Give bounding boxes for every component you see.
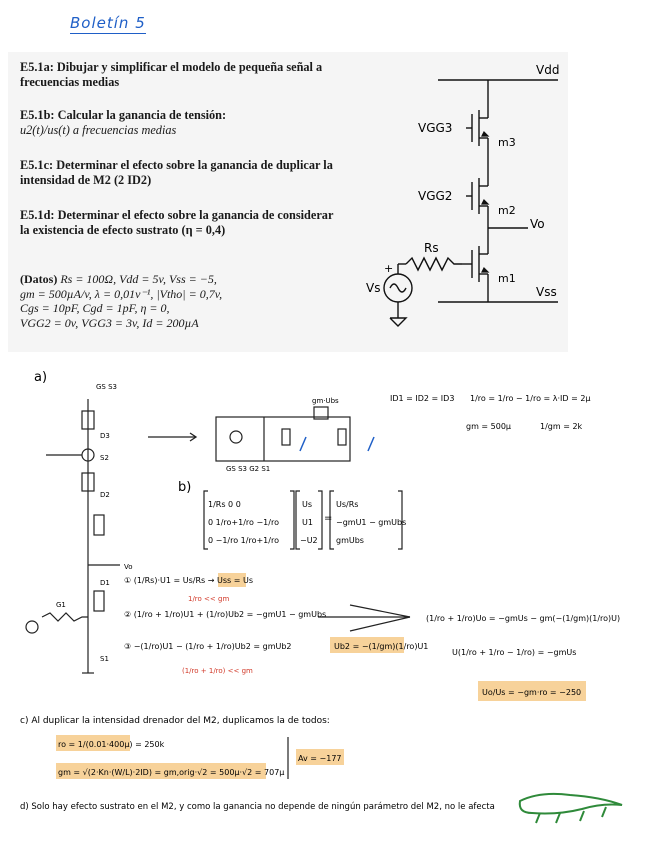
gm-value: gm = 500µ (466, 422, 512, 431)
part-c-result: Av = −177 (298, 754, 342, 763)
rhs-row-1: Us/Rs (336, 500, 359, 509)
sketch-gs-label: GS S3 (96, 383, 117, 391)
statement-a: E5.1a: Dibujar y simplificar el modelo de pequeña señal a frecuencias medias (20, 60, 323, 89)
part-a-label: a) (34, 370, 48, 385)
sketch-d1-label: D1 (100, 579, 110, 587)
m3-label: m3 (498, 136, 516, 149)
vector-row-3: −U2 (300, 536, 318, 545)
part-c-ro: ro = 1/(0.01·400µ) = 250k (58, 740, 165, 749)
ub2-result: Ub2 = −(1/gm)(1/ro)U1 (334, 642, 429, 651)
equation-3: ③ −(1/ro)U1 − (1/ro + 1/ro)Ub2 = gmUb2 (124, 642, 292, 651)
data-label: (Datos) (20, 272, 58, 286)
vector-row-2: U1 (302, 518, 313, 527)
sketch-d2-label: D2 (100, 491, 110, 499)
vgg2-label: VGG2 (418, 189, 453, 203)
part-b-label: b) (178, 480, 192, 495)
equation-3-note: (1/ro + 1/ro) << gm (182, 667, 253, 675)
data-line-3: Cgs = 10pF, Cgd = 1pF, η = 0, (20, 301, 170, 315)
circuit-schematic (348, 52, 568, 352)
part-c-text: c) Al duplicar la intensidad drenador del M2, duplicamos la de todos: (20, 716, 330, 726)
vs-label: Vs (366, 281, 381, 295)
vss-label: Vss (536, 285, 557, 299)
rhs-row-2: −gmU1 − gmUbs (336, 518, 407, 527)
statement-b (20, 108, 342, 137)
vdd-label: Vdd (536, 63, 560, 77)
equation-2-note: 1/ro << gm (188, 595, 230, 603)
equivalent-circuit (216, 407, 350, 461)
equation-2: ② (1/ro + 1/ro)U1 + (1/ro)Ub2 = −gmU1 − gmUbs (124, 610, 327, 619)
m1-label: m1 (498, 272, 516, 285)
handwritten-solution (0, 355, 646, 848)
statement-d: E5.1d: Determinar el efecto sobre la ganancia de considerar la existencia de efecto sustrato (η = 0,4) (20, 208, 334, 237)
data-line-2: gm = 500µA/v, λ = 0,01v⁻¹, |Vtho| = 0,7v, (20, 286, 223, 301)
matrix-row-3: 0 −1/ro 1/ro+1/ro (208, 536, 279, 545)
ro-relation: 1/ro = 1/ro − 1/ro = λ·ID = 2µ (470, 394, 591, 403)
statement-b-expr: u2(t)/us(t) a frecuencias medias (20, 122, 177, 137)
crocodile-doodle (520, 794, 622, 823)
vector-row-1: Us (302, 500, 313, 509)
problem-panel (8, 52, 568, 352)
page-title: Boletín 5 (70, 14, 146, 32)
matrix-row-2: 0 1/ro+1/ro −1/ro (208, 518, 279, 527)
vs-plus-label: + (384, 262, 394, 275)
vo-label: Vo (530, 217, 545, 231)
sketch-s1-label: S1 (100, 655, 109, 663)
gm-inverse: 1/gm = 2k (540, 422, 583, 431)
equals-sign: = (324, 513, 333, 524)
statement-c: E5.1c: Determinar el efecto sobre la ganancia de duplicar la intensidad de M2 (2 ID2) (20, 158, 333, 187)
part-d-text: d) Solo hay efecto sustrato en el M2, y como la ganancia no depende de ningún parámetro del M2, no le afecta (20, 802, 495, 812)
sketch-d3-label: D3 (100, 432, 110, 440)
data-line-4: VGG2 = 0v, VGG3 = 3v, Id = 200µA (20, 315, 199, 330)
equation-1: ① (1/Rs)·U1 = Us/Rs → Uss = Us (124, 576, 253, 585)
m2-label: m2 (498, 204, 516, 217)
substitution-equation: (1/ro + 1/ro)Uo = −gmUs − gm(−(1/gm)(1/ro)U) (426, 614, 621, 623)
eq-circuit-bottom-label: GS S3 G2 S1 (226, 465, 271, 473)
matrix-row-1: 1/Rs 0 0 (208, 500, 241, 509)
gain-result: Uo/Us = −gm·ro = −250 (482, 688, 582, 697)
sketch-vo-label: Vo (124, 563, 133, 571)
rs-label: Rs (424, 241, 439, 255)
sketch-circuit (26, 399, 120, 673)
statement-b-lead: E5.1b: Calcular la ganancia de tensión: (20, 108, 227, 122)
sketch-s2-label: S2 (100, 454, 109, 462)
vgg3-label: VGG3 (418, 121, 453, 135)
rhs-row-3: gmUbs (336, 536, 364, 545)
sketch-g1-label: G1 (56, 601, 66, 609)
id-equality: ID1 = ID2 = ID3 (390, 394, 455, 403)
part-c-gm: gm = √(2·Kn·(W/L)·2ID) = gm,orig·√2 = 500µ·√2 = 707µ (58, 768, 285, 777)
data-line-1: Rs = 100Ω, Vdd = 5v, Vss = −5, (60, 272, 217, 286)
data-block (20, 272, 350, 330)
u-equation: U(1/ro + 1/ro − 1/ro) = −gmUs (452, 648, 577, 657)
eq-circuit-top-label: gm·Ubs (312, 397, 339, 405)
